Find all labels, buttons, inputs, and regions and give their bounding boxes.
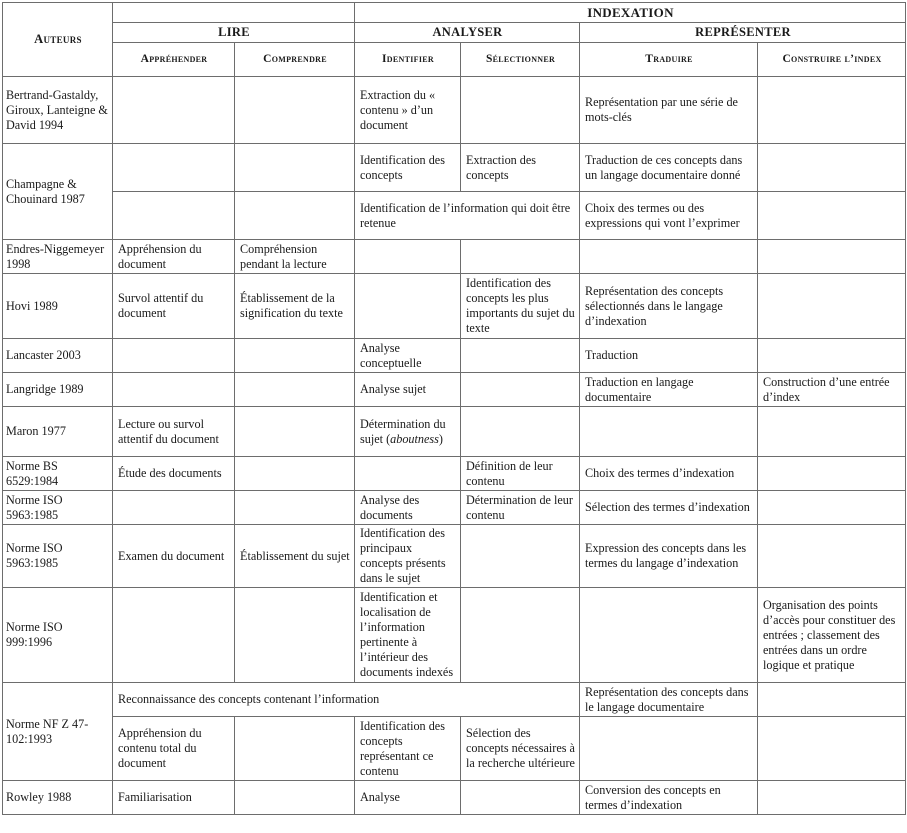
cell-traduire: Sélection des termes d’indexation [580,491,758,525]
cell-empty [235,77,355,144]
cell-traduire: Traduction de ces concepts dans un langage documentaire donné [580,144,758,192]
cell-identifier: Identification et localisation de l’information pertinente à l’intérieur des documents indexés [355,588,461,683]
cell-selectionner: Identification des concepts les plus importants du sujet du texte [461,274,580,339]
author-cell: Lancaster 2003 [3,339,113,373]
cell-apprehender: Appréhension du document [113,240,235,274]
cell-empty [235,144,355,192]
cell-traduire: Représentation des concepts sélectionnés dans le langage d’indexation [580,274,758,339]
cell-empty [113,588,235,683]
cell-empty [758,144,906,192]
cell-identifier: Extraction du « contenu » d’un document [355,77,461,144]
cell-empty [580,240,758,274]
cell-analyser: Identification de l’information qui doit être retenue [355,192,580,240]
cell-construire: Construction d’une entrée d’index [758,373,906,407]
cell-traduire: Traduction [580,339,758,373]
table-row [3,192,906,240]
table-row [3,373,906,407]
author-cell: Bertrand-Gastaldy, Giroux, Lanteigne & David 1994 [3,77,113,144]
header-blank [113,3,355,23]
table-row [3,77,906,144]
cell-identifier: Détermination du sujet (aboutness) [355,407,461,457]
cell-apprehender: Examen du document [113,525,235,588]
cell-apprehender: Familiarisation [113,781,235,815]
cell-empty [461,240,580,274]
cell-empty [758,274,906,339]
cell-empty [461,407,580,457]
cell-empty [758,240,906,274]
cell-empty [235,373,355,407]
header-construire: Construire l’index [758,43,906,77]
table-row [3,491,906,525]
cell-lire-analyser: Reconnaissance des concepts contenant l’information [113,683,580,717]
table-row [3,407,906,457]
cell-empty [758,683,906,717]
header-lire: LIRE [113,23,355,43]
author-cell: Norme NF Z 47-102:1993 [3,683,113,781]
author-cell: Rowley 1988 [3,781,113,815]
cell-empty [758,407,906,457]
cell-empty [461,781,580,815]
cell-traduire: Choix des termes ou des expressions qui vont l’exprimer [580,192,758,240]
cell-empty [758,457,906,491]
cell-empty [113,491,235,525]
identifier-italic: aboutness [390,431,439,446]
cell-empty [461,339,580,373]
cell-empty [355,240,461,274]
cell-empty [355,457,461,491]
table-row [3,457,906,491]
cell-empty [355,274,461,339]
cell-empty [758,339,906,373]
cell-comprendre: Compréhension pendant la lecture [235,240,355,274]
header-apprehender: Appréhender [113,43,235,77]
cell-traduire: Représentation des concepts dans le langage documentaire [580,683,758,717]
cell-traduire: Traduction en langage documentaire [580,373,758,407]
indexation-table [2,2,906,815]
cell-selectionner: Définition de leur contenu [461,457,580,491]
author-cell: Endres-Niggemeyer 1998 [3,240,113,274]
cell-selectionner: Détermination de leur contenu [461,491,580,525]
cell-identifier: Analyse [355,781,461,815]
identifier-text: Détermination du sujet [360,416,446,446]
table-row [3,683,906,717]
author-cell: Langridge 1989 [3,373,113,407]
cell-apprehender: Étude des documents [113,457,235,491]
table-row [3,717,906,781]
cell-identifier: Identification des concepts représentant ce contenu [355,717,461,781]
cell-empty [580,407,758,457]
table-row [3,525,906,588]
cell-identifier: Analyse des documents [355,491,461,525]
cell-empty [758,77,906,144]
cell-empty [461,588,580,683]
cell-selectionner: Extraction des concepts [461,144,580,192]
cell-comprendre: Établissement du sujet [235,525,355,588]
table-row [3,240,906,274]
author-cell: Maron 1977 [3,407,113,457]
cell-empty [235,491,355,525]
cell-empty [758,717,906,781]
author-cell: Norme ISO 5963:1985 [3,491,113,525]
author-cell: Hovi 1989 [3,274,113,339]
cell-empty [235,588,355,683]
cell-empty [113,192,235,240]
cell-traduire: Conversion des concepts en termes d’indexation [580,781,758,815]
table-row [3,781,906,815]
cell-identifier: Identification des concepts [355,144,461,192]
cell-traduire: Choix des termes d’indexation [580,457,758,491]
header-identifier: Identifier [355,43,461,77]
cell-empty [113,373,235,407]
cell-empty [580,717,758,781]
cell-empty [758,781,906,815]
cell-selectionner: Sélection des concepts nécessaires à la recherche ultérieure [461,717,580,781]
cell-empty [235,407,355,457]
header-analyser: ANALYSER [355,23,580,43]
header-traduire: Traduire [580,43,758,77]
cell-empty [235,717,355,781]
cell-empty [235,457,355,491]
cell-identifier: Analyse sujet [355,373,461,407]
header-indexation: INDEXATION [355,3,906,23]
cell-empty [461,77,580,144]
cell-comprendre: Établissement de la signification du texte [235,274,355,339]
cell-empty [113,77,235,144]
table-row [3,144,906,192]
cell-identifier: Identification des principaux concepts présents dans le sujet [355,525,461,588]
author-cell: Champagne & Chouinard 1987 [3,144,113,240]
cell-traduire: Représentation par une série de mots-clés [580,77,758,144]
cell-traduire: Expression des concepts dans les termes du langage d’indexation [580,525,758,588]
cell-apprehender: Survol attentif du document [113,274,235,339]
cell-apprehender: Lecture ou survol attentif du document [113,407,235,457]
cell-apprehender: Appréhension du contenu total du document [113,717,235,781]
cell-identifier: Analyse conceptuelle [355,339,461,373]
cell-empty [580,588,758,683]
author-cell: Norme BS 6529:1984 [3,457,113,491]
cell-empty [758,525,906,588]
cell-empty [758,192,906,240]
cell-empty [235,339,355,373]
author-cell: Norme ISO 5963:1985 [3,525,113,588]
cell-empty [461,525,580,588]
table-row [3,274,906,339]
table-row [3,339,906,373]
cell-construire: Organisation des points d’accès pour constituer des entrées ; classement des entrées dans un ordre logique et pratique [758,588,906,683]
cell-empty [113,144,235,192]
cell-empty [235,192,355,240]
header-selectionner: Sélectionner [461,43,580,77]
author-cell: Norme ISO 999:1996 [3,588,113,683]
table-row [3,588,906,683]
cell-empty [235,781,355,815]
header-representer: REPRÉSENTER [580,23,906,43]
cell-empty [461,373,580,407]
cell-empty [113,339,235,373]
header-comprendre: Comprendre [235,43,355,77]
cell-empty [758,491,906,525]
header-authors: Auteurs [3,3,113,77]
